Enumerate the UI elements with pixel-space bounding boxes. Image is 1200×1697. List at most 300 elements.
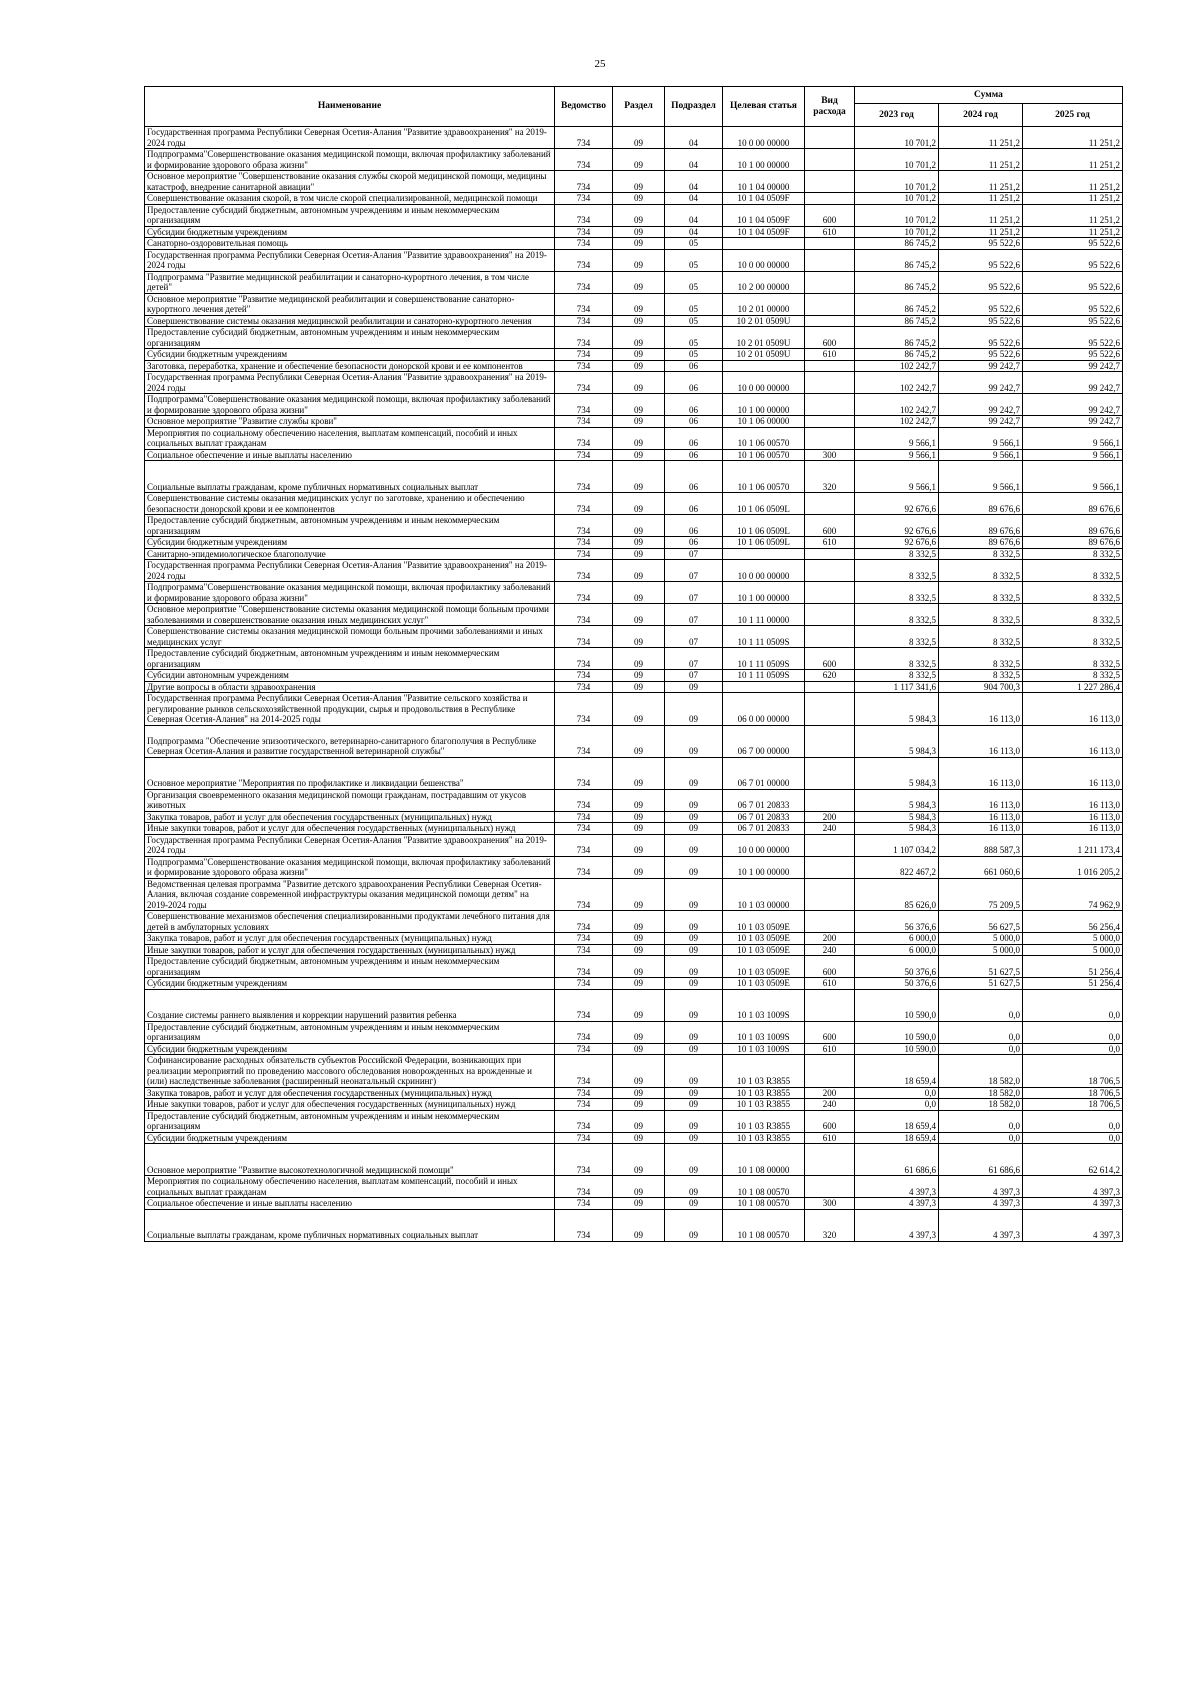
- table-row: [145, 560, 1123, 582]
- table-row: [145, 1021, 1123, 1043]
- table-row: [145, 681, 1123, 693]
- cell-2024: 8 332,5: [939, 648, 1023, 670]
- cell-name: Основное мероприятие "Мероприятия по профилактике и ликвидации бешенства": [145, 757, 555, 789]
- budget-table: [144, 86, 1123, 1242]
- cell-section: 09: [613, 127, 665, 149]
- cell-subsection: 09: [665, 878, 723, 911]
- cell-exp-type: 610: [805, 349, 855, 361]
- cell-exp-type: [805, 725, 855, 757]
- cell-exp-type: 600: [805, 648, 855, 670]
- cell-2024: 11 251,2: [939, 226, 1023, 238]
- cell-2024: 0,0: [939, 1110, 1023, 1132]
- cell-2024: 5 000,0: [939, 933, 1023, 945]
- cell-2023: 9 566,1: [855, 461, 939, 493]
- cell-2024: 4 397,3: [939, 1209, 1023, 1241]
- cell-2023: 102 242,7: [855, 360, 939, 372]
- cell-2025: 74 962,9: [1023, 878, 1123, 911]
- cell-dept: 734: [555, 757, 613, 789]
- cell-subsection: 09: [665, 681, 723, 693]
- cell-name: Основное мероприятие "Совершенствование оказания службы скорой медицинской помощи, медицины катастроф, внедрение санитарной авиации": [145, 171, 555, 193]
- cell-article: 10 1 08 00570: [723, 1198, 805, 1210]
- table-row: [145, 1087, 1123, 1099]
- cell-section: 09: [613, 238, 665, 250]
- cell-2024: 661 060,6: [939, 856, 1023, 878]
- cell-subsection: 09: [665, 757, 723, 789]
- cell-section: 09: [613, 1198, 665, 1210]
- cell-exp-type: 240: [805, 823, 855, 835]
- cell-dept: 734: [555, 944, 613, 956]
- cell-subsection: 06: [665, 372, 723, 394]
- cell-article: 06 7 01 20833: [723, 789, 805, 811]
- cell-subsection: 04: [665, 226, 723, 238]
- cell-name: Создание системы раннего выявления и коррекции нарушений развития ребенка: [145, 989, 555, 1021]
- cell-subsection: 09: [665, 1087, 723, 1099]
- header-exp-type: Вид расхода: [805, 87, 855, 127]
- cell-2023: 92 676,6: [855, 493, 939, 515]
- header-sum: Сумма: [855, 87, 1123, 104]
- cell-2024: 0,0: [939, 1132, 1023, 1144]
- table-row: [145, 693, 1123, 726]
- cell-section: 09: [613, 878, 665, 911]
- cell-exp-type: [805, 911, 855, 933]
- cell-section: 09: [613, 560, 665, 582]
- cell-subsection: 09: [665, 811, 723, 823]
- cell-subsection: 06: [665, 515, 723, 537]
- cell-article: 10 0 00 00000: [723, 249, 805, 271]
- header-year-2024: 2024 год: [939, 104, 1023, 127]
- header-year-2023: 2023 год: [855, 104, 939, 127]
- table-row: [145, 315, 1123, 327]
- cell-exp-type: [805, 878, 855, 911]
- cell-exp-type: 320: [805, 1209, 855, 1241]
- cell-article: 10 1 03 1009S: [723, 989, 805, 1021]
- cell-subsection: 09: [665, 1043, 723, 1055]
- cell-dept: 734: [555, 1021, 613, 1043]
- table-row: [145, 372, 1123, 394]
- cell-section: 09: [613, 1021, 665, 1043]
- cell-article: [723, 548, 805, 560]
- cell-name: Закупка товаров, работ и услуг для обеспечения государственных (муниципальных) нужд: [145, 933, 555, 945]
- cell-exp-type: [805, 834, 855, 856]
- cell-subsection: 06: [665, 493, 723, 515]
- cell-exp-type: [805, 1176, 855, 1198]
- page-number: 25: [594, 58, 606, 70]
- cell-section: 09: [613, 757, 665, 789]
- table-row: [145, 1110, 1123, 1132]
- cell-section: 09: [613, 989, 665, 1021]
- cell-2023: 10 590,0: [855, 989, 939, 1021]
- cell-2025: 8 332,5: [1023, 670, 1123, 682]
- cell-exp-type: [805, 789, 855, 811]
- cell-name: Государственная программа Республики Северная Осетия-Алания "Развитие здравоохранения" на 2019-2024 годы: [145, 127, 555, 149]
- table-row: [145, 834, 1123, 856]
- cell-2025: 95 522,6: [1023, 238, 1123, 250]
- cell-subsection: 07: [665, 560, 723, 582]
- cell-section: 09: [613, 1043, 665, 1055]
- cell-section: 09: [613, 1110, 665, 1132]
- cell-section: 09: [613, 249, 665, 271]
- cell-name: Ведомственная целевая программа "Развитие детского здравоохранения Республики Северная Осетия-Алания, включая создание современной инфраструктуры оказания медицинской помощи детям" на 2019-2024 годы: [145, 878, 555, 911]
- cell-subsection: 05: [665, 293, 723, 315]
- cell-exp-type: [805, 416, 855, 428]
- cell-exp-type: [805, 582, 855, 604]
- cell-2023: 92 676,6: [855, 537, 939, 549]
- cell-article: 10 1 03 0509E: [723, 911, 805, 933]
- cell-article: 10 1 06 0509L: [723, 537, 805, 549]
- cell-2025: 89 676,6: [1023, 493, 1123, 515]
- cell-2024: 16 113,0: [939, 693, 1023, 726]
- table-row: [145, 933, 1123, 945]
- cell-2023: 8 332,5: [855, 560, 939, 582]
- cell-2024: 888 587,3: [939, 834, 1023, 856]
- cell-name: Основное мероприятие "Развитие медицинской реабилитации и совершенствование санаторно-курортного лечения детей": [145, 293, 555, 315]
- cell-exp-type: [805, 315, 855, 327]
- cell-exp-type: [805, 681, 855, 693]
- table-row: [145, 548, 1123, 560]
- cell-2023: 102 242,7: [855, 372, 939, 394]
- cell-subsection: 07: [665, 648, 723, 670]
- cell-dept: 734: [555, 911, 613, 933]
- cell-exp-type: 610: [805, 978, 855, 990]
- cell-dept: 734: [555, 856, 613, 878]
- cell-subsection: 05: [665, 271, 723, 293]
- cell-2025: 4 397,3: [1023, 1209, 1123, 1241]
- cell-subsection: 09: [665, 1099, 723, 1111]
- cell-2024: 9 566,1: [939, 461, 1023, 493]
- table-row: [145, 271, 1123, 293]
- cell-2023: 86 745,2: [855, 315, 939, 327]
- cell-article: 10 1 03 0509E: [723, 956, 805, 978]
- cell-section: 09: [613, 193, 665, 205]
- cell-section: 09: [613, 681, 665, 693]
- cell-exp-type: 300: [805, 449, 855, 461]
- cell-section: 09: [613, 856, 665, 878]
- cell-subsection: 04: [665, 204, 723, 226]
- cell-name: Субсидии бюджетным учреждениям: [145, 978, 555, 990]
- cell-name: Социальное обеспечение и иные выплаты населению: [145, 449, 555, 461]
- cell-2025: 9 566,1: [1023, 427, 1123, 449]
- cell-2023: 10 590,0: [855, 1021, 939, 1043]
- cell-article: 10 0 00 00000: [723, 834, 805, 856]
- cell-article: 10 1 06 00000: [723, 416, 805, 428]
- cell-2023: 86 745,2: [855, 249, 939, 271]
- cell-exp-type: [805, 427, 855, 449]
- cell-exp-type: [805, 238, 855, 250]
- cell-section: 09: [613, 648, 665, 670]
- cell-dept: 734: [555, 349, 613, 361]
- cell-article: 10 2 01 0509U: [723, 349, 805, 361]
- cell-subsection: 05: [665, 249, 723, 271]
- cell-2024: 8 332,5: [939, 560, 1023, 582]
- table-row: [145, 648, 1123, 670]
- cell-2025: 16 113,0: [1023, 725, 1123, 757]
- cell-name: Основное мероприятие "Совершенствование системы оказания медицинской помощи больным прочими заболеваниями и совершенствование оказания иных медицинских услуг": [145, 604, 555, 626]
- cell-2024: 95 522,6: [939, 249, 1023, 271]
- cell-name: Предоставление субсидий бюджетным, автономным учреждениям и иным некоммерческим организациям: [145, 1021, 555, 1043]
- cell-2025: 95 522,6: [1023, 271, 1123, 293]
- cell-article: 10 1 04 00000: [723, 171, 805, 193]
- cell-2025: 95 522,6: [1023, 249, 1123, 271]
- cell-2023: 10 701,2: [855, 204, 939, 226]
- cell-section: 09: [613, 1099, 665, 1111]
- cell-name: Подпрограмма"Совершенствование оказания медицинской помощи, включая профилактику заболеваний и формирование здорового образа жизни": [145, 394, 555, 416]
- cell-section: 09: [613, 204, 665, 226]
- cell-2023: 4 397,3: [855, 1198, 939, 1210]
- table-row: [145, 1209, 1123, 1241]
- cell-2023: 5 984,3: [855, 693, 939, 726]
- cell-article: 10 0 00 00000: [723, 560, 805, 582]
- cell-dept: 734: [555, 515, 613, 537]
- cell-article: 10 0 00 00000: [723, 372, 805, 394]
- header-section: Раздел: [613, 87, 665, 127]
- cell-subsection: 09: [665, 911, 723, 933]
- cell-dept: 734: [555, 226, 613, 238]
- table-row: [145, 537, 1123, 549]
- cell-article: 10 1 03 0509E: [723, 978, 805, 990]
- cell-subsection: 09: [665, 1176, 723, 1198]
- cell-2025: 18 706,5: [1023, 1099, 1123, 1111]
- cell-name: Закупка товаров, работ и услуг для обеспечения государственных (муниципальных) нужд: [145, 811, 555, 823]
- cell-exp-type: [805, 548, 855, 560]
- cell-section: 09: [613, 515, 665, 537]
- cell-section: 09: [613, 394, 665, 416]
- cell-exp-type: 600: [805, 1021, 855, 1043]
- cell-subsection: 07: [665, 604, 723, 626]
- cell-subsection: 09: [665, 933, 723, 945]
- cell-name: Совершенствование системы оказания медицинской помощи больным прочими заболеваниями и иных медицинских услуг: [145, 626, 555, 648]
- cell-exp-type: 240: [805, 1099, 855, 1111]
- cell-2025: 0,0: [1023, 1110, 1123, 1132]
- cell-exp-type: 600: [805, 1110, 855, 1132]
- cell-2024: 11 251,2: [939, 204, 1023, 226]
- cell-subsection: 07: [665, 626, 723, 648]
- cell-2025: 0,0: [1023, 1132, 1123, 1144]
- cell-name: Закупка товаров, работ и услуг для обеспечения государственных (муниципальных) нужд: [145, 1087, 555, 1099]
- cell-exp-type: [805, 757, 855, 789]
- cell-exp-type: 600: [805, 204, 855, 226]
- cell-name: Государственная программа Республики Северная Осетия-Алания "Развитие сельского хозяйства и регулирование рынков сельскохозяйственной продукции, сырья и продовольствия в Республике Северная Осетия-Алания" на 2014-2025 годы: [145, 693, 555, 726]
- cell-2024: 95 522,6: [939, 271, 1023, 293]
- cell-2025: 56 256,4: [1023, 911, 1123, 933]
- cell-dept: 734: [555, 360, 613, 372]
- table-row: [145, 582, 1123, 604]
- cell-section: 09: [613, 226, 665, 238]
- cell-article: 06 7 01 20833: [723, 823, 805, 835]
- cell-2025: 8 332,5: [1023, 604, 1123, 626]
- cell-subsection: 07: [665, 670, 723, 682]
- cell-2025: 11 251,2: [1023, 204, 1123, 226]
- cell-article: 10 1 11 0509S: [723, 670, 805, 682]
- cell-2025: 4 397,3: [1023, 1176, 1123, 1198]
- cell-2024: 16 113,0: [939, 811, 1023, 823]
- cell-name: Подпрограмма "Обеспечение эпизоотического, ветеринарно-санитарного благополучия в Республике Северная Осетия-Алания и развитие государственной ветеринарной службы": [145, 725, 555, 757]
- cell-dept: 734: [555, 681, 613, 693]
- cell-section: 09: [613, 360, 665, 372]
- table-row: [145, 626, 1123, 648]
- cell-name: Подпрограмма "Развитие медицинской реабилитации и санаторно-курортного лечения, в том числе детей": [145, 271, 555, 293]
- cell-2023: 822 467,2: [855, 856, 939, 878]
- cell-name: Другие вопросы в области здравоохранения: [145, 681, 555, 693]
- table-row: [145, 1043, 1123, 1055]
- cell-2023: 61 686,6: [855, 1144, 939, 1176]
- cell-article: 10 1 06 00570: [723, 461, 805, 493]
- cell-2023: 102 242,7: [855, 394, 939, 416]
- cell-article: 10 1 04 0509F: [723, 204, 805, 226]
- cell-article: 10 1 03 1009S: [723, 1043, 805, 1055]
- cell-2024: 95 522,6: [939, 293, 1023, 315]
- cell-subsection: 09: [665, 823, 723, 835]
- cell-subsection: 09: [665, 1110, 723, 1132]
- cell-dept: 734: [555, 1099, 613, 1111]
- cell-subsection: 05: [665, 238, 723, 250]
- cell-2025: 99 242,7: [1023, 360, 1123, 372]
- cell-name: Социальные выплаты гражданам, кроме публичных нормативных социальных выплат: [145, 461, 555, 493]
- cell-section: 09: [613, 823, 665, 835]
- cell-2023: 86 745,2: [855, 327, 939, 349]
- table-row: [145, 911, 1123, 933]
- cell-dept: 734: [555, 461, 613, 493]
- cell-2024: 89 676,6: [939, 493, 1023, 515]
- cell-2024: 8 332,5: [939, 604, 1023, 626]
- cell-article: 10 1 03 R3855: [723, 1132, 805, 1144]
- cell-2025: 0,0: [1023, 1043, 1123, 1055]
- cell-section: 09: [613, 315, 665, 327]
- cell-dept: 734: [555, 1209, 613, 1241]
- cell-2025: 5 000,0: [1023, 944, 1123, 956]
- cell-2023: 8 332,5: [855, 626, 939, 648]
- cell-2024: 99 242,7: [939, 360, 1023, 372]
- cell-exp-type: [805, 271, 855, 293]
- cell-subsection: 09: [665, 789, 723, 811]
- cell-article: 10 1 04 0509F: [723, 193, 805, 205]
- table-row: [145, 238, 1123, 250]
- cell-exp-type: [805, 493, 855, 515]
- cell-2025: 11 251,2: [1023, 226, 1123, 238]
- cell-section: 09: [613, 548, 665, 560]
- cell-dept: 734: [555, 537, 613, 549]
- cell-exp-type: 610: [805, 226, 855, 238]
- cell-name: Предоставление субсидий бюджетным, автономным учреждениям и иным некоммерческим организациям: [145, 1110, 555, 1132]
- cell-dept: 734: [555, 560, 613, 582]
- cell-2023: 85 626,0: [855, 878, 939, 911]
- cell-2023: 1 117 341,6: [855, 681, 939, 693]
- cell-section: 09: [613, 372, 665, 394]
- cell-exp-type: 600: [805, 956, 855, 978]
- cell-2023: 50 376,6: [855, 978, 939, 990]
- cell-article: 10 1 06 00570: [723, 427, 805, 449]
- cell-2023: 5 984,3: [855, 823, 939, 835]
- cell-subsection: 07: [665, 548, 723, 560]
- cell-dept: 734: [555, 626, 613, 648]
- cell-2025: 99 242,7: [1023, 416, 1123, 428]
- cell-dept: 734: [555, 171, 613, 193]
- cell-2023: 8 332,5: [855, 670, 939, 682]
- table-row: [145, 416, 1123, 428]
- cell-exp-type: [805, 171, 855, 193]
- cell-2023: 18 659,4: [855, 1132, 939, 1144]
- cell-dept: 734: [555, 1087, 613, 1099]
- table-row: [145, 989, 1123, 1021]
- cell-article: 10 1 03 0509E: [723, 933, 805, 945]
- cell-2023: 102 242,7: [855, 416, 939, 428]
- cell-dept: 734: [555, 789, 613, 811]
- table-row: [145, 461, 1123, 493]
- table-row: [145, 327, 1123, 349]
- table-row: [145, 956, 1123, 978]
- cell-name: Государственная программа Республики Северная Осетия-Алания "Развитие здравоохранения" на 2019-2024 годы: [145, 249, 555, 271]
- table-row: [145, 1198, 1123, 1210]
- cell-subsection: 05: [665, 315, 723, 327]
- cell-exp-type: [805, 693, 855, 726]
- cell-subsection: 06: [665, 461, 723, 493]
- cell-subsection: 06: [665, 449, 723, 461]
- cell-2023: 9 566,1: [855, 449, 939, 461]
- cell-exp-type: [805, 293, 855, 315]
- cell-2023: 9 566,1: [855, 427, 939, 449]
- cell-subsection: 04: [665, 127, 723, 149]
- cell-2025: 1 211 173,4: [1023, 834, 1123, 856]
- cell-dept: 734: [555, 1176, 613, 1198]
- cell-subsection: 06: [665, 427, 723, 449]
- cell-name: Субсидии бюджетным учреждениям: [145, 537, 555, 549]
- cell-article: 10 1 03 R3855: [723, 1110, 805, 1132]
- table-row: [145, 1144, 1123, 1176]
- cell-name: Субсидии автономным учреждениям: [145, 670, 555, 682]
- cell-section: 09: [613, 149, 665, 171]
- cell-subsection: 06: [665, 537, 723, 549]
- cell-name: Совершенствование системы оказания медицинской реабилитации и санаторно-курортного лечения: [145, 315, 555, 327]
- cell-article: 06 7 00 00000: [723, 725, 805, 757]
- cell-name: Субсидии бюджетным учреждениям: [145, 1043, 555, 1055]
- cell-exp-type: 610: [805, 1043, 855, 1055]
- table-row: [145, 811, 1123, 823]
- cell-name: Государственная программа Республики Северная Осетия-Алания "Развитие здравоохранения" на 2019-2024 годы: [145, 372, 555, 394]
- cell-2025: 11 251,2: [1023, 193, 1123, 205]
- cell-name: Предоставление субсидий бюджетным, автономным учреждениям и иным некоммерческим организациям: [145, 204, 555, 226]
- cell-article: [723, 238, 805, 250]
- table-row: [145, 1132, 1123, 1144]
- header-article: Целевая статья: [723, 87, 805, 127]
- cell-dept: 734: [555, 394, 613, 416]
- cell-2024: 99 242,7: [939, 372, 1023, 394]
- cell-subsection: 09: [665, 956, 723, 978]
- cell-2025: 0,0: [1023, 989, 1123, 1021]
- cell-exp-type: [805, 989, 855, 1021]
- cell-dept: 734: [555, 238, 613, 250]
- cell-section: 09: [613, 582, 665, 604]
- cell-article: 10 1 06 0509L: [723, 515, 805, 537]
- cell-name: Предоставление субсидий бюджетным, автономным учреждениям и иным некоммерческим организациям: [145, 327, 555, 349]
- cell-2024: 18 582,0: [939, 1055, 1023, 1088]
- cell-exp-type: 600: [805, 327, 855, 349]
- cell-name: Основное мероприятие "Развитие службы крови": [145, 416, 555, 428]
- cell-2023: 8 332,5: [855, 648, 939, 670]
- cell-section: 09: [613, 1132, 665, 1144]
- cell-exp-type: [805, 856, 855, 878]
- cell-dept: 734: [555, 416, 613, 428]
- cell-section: 09: [613, 911, 665, 933]
- cell-dept: 734: [555, 989, 613, 1021]
- cell-exp-type: [805, 1055, 855, 1088]
- table-row: [145, 204, 1123, 226]
- table-row: [145, 725, 1123, 757]
- cell-2023: 10 701,2: [855, 171, 939, 193]
- cell-exp-type: 300: [805, 1198, 855, 1210]
- cell-2024: 16 113,0: [939, 789, 1023, 811]
- table-row: [145, 171, 1123, 193]
- cell-2024: 95 522,6: [939, 238, 1023, 250]
- cell-article: 10 2 01 00000: [723, 293, 805, 315]
